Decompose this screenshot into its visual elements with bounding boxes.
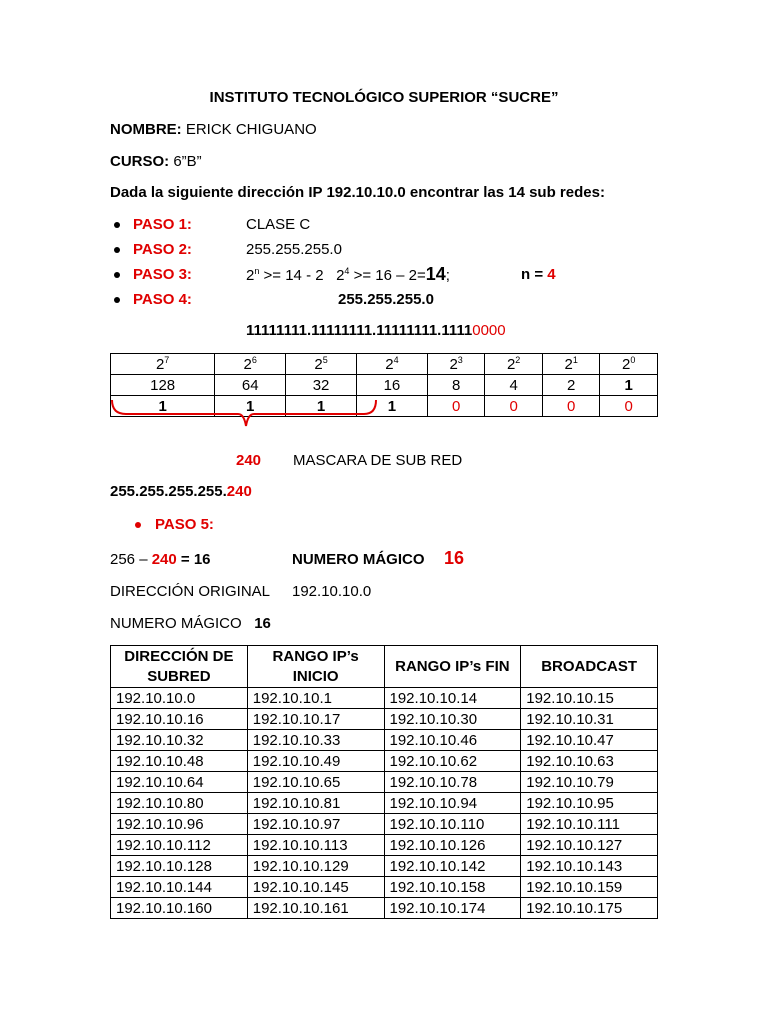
binary-mask: 11111111.11111111.11111111.11110000 [246, 322, 506, 339]
subnet-table [110, 645, 658, 919]
bullet-icon [114, 272, 120, 278]
table-row: 192.10.10.16 192.10.10.17 192.10.10.30 192.10.10.31 [111, 709, 658, 730]
document-title: INSTITUTO TECNOLÓGICO SUPERIOR “SUCRE” [209, 89, 559, 106]
curso-value: 6”B” [173, 153, 202, 170]
magic2-line: NUMERO MÁGICO 16 [110, 615, 271, 632]
paso1-label: PASO 1: [133, 216, 192, 233]
table-row: 192.10.10.128 192.10.10.129 192.10.10.142 192.10.10.143 [111, 856, 658, 877]
table-row: 192.10.10.160 192.10.10.161 192.10.10.174 192.10.10.175 [111, 898, 658, 919]
paso3-formula: $2^n >= 14 - 2$ $2^4 >= 16 - 2=14$; [246, 264, 450, 284]
brace-annotation [106, 396, 386, 436]
table-row: 192.10.10.48 192.10.10.49 192.10.10.62 192.10.10.63 [111, 751, 658, 772]
paso3-n: n = 4 [521, 266, 556, 283]
table-row: 192.10.10.0 192.10.10.1 192.10.10.14 192.10.10.15 [111, 688, 658, 709]
subnet-table-header: DIRECCIÓN DE SUBRED RANGO IP’s INICIO RANGO IP’s FIN BROADCAST [111, 646, 658, 688]
mask-value: 240 [236, 452, 262, 469]
mask-label: MASCARA DE SUB RED [293, 452, 463, 469]
paso4-label: PASO 4: [133, 291, 192, 308]
original-value: 192.10.10.0 [292, 583, 372, 600]
magic-value: 16 [444, 548, 465, 568]
bullet-icon [114, 247, 120, 253]
table-row: 192.10.10.96 192.10.10.97 192.10.10.110 192.10.10.111 [111, 814, 658, 835]
paso1-value: CLASE C [246, 216, 311, 233]
magic-calc: 256 – 240 = 16 [110, 551, 211, 568]
paso4-value: 255.255.255.0 [338, 291, 434, 308]
table-row: 192.10.10.32 192.10.10.33 192.10.10.46 192.10.10.47 [111, 730, 658, 751]
paso5-label: PASO 5: [155, 516, 214, 533]
magic-label: NUMERO MÁGICO [292, 551, 425, 568]
paso2-value: 255.255.255.0 [246, 241, 342, 258]
original-label: DIRECCIÓN ORIGINAL [110, 583, 271, 600]
bullet-icon [114, 297, 120, 303]
exponent-row: $2^7$ $2^6$ $2^5$ $2^4$ $2^3$ $2^2$ $2^1$ $2^0$ [111, 354, 658, 375]
table-row: 192.10.10.112 192.10.10.113 192.10.10.126 192.10.10.127 [111, 835, 658, 856]
nombre-value: ERICK CHIGUANO [185, 121, 317, 138]
problem-statement: Dada la siguiente dirección IP 192.10.10.0 encontrar las 14 sub redes: [110, 184, 605, 201]
bullet-icon [114, 222, 120, 228]
nombre-label: NOMBRE: [110, 121, 182, 138]
paso2-label: PASO 2: [133, 241, 192, 258]
nombre-line [110, 121, 317, 138]
table-row: 192.10.10.80 192.10.10.81 192.10.10.94 192.10.10.95 [111, 793, 658, 814]
bullet-icon [135, 522, 141, 528]
curso-line [110, 153, 202, 170]
curso-label: CURSO: [110, 153, 170, 170]
table-row: 192.10.10.64 192.10.10.65 192.10.10.78 192.10.10.79 [111, 772, 658, 793]
full-mask: 255.255.255.255.240 [110, 483, 252, 500]
value-row: 128 64 32 16 8 4 2 1 [111, 375, 658, 396]
table-row: 192.10.10.144 192.10.10.145 192.10.10.158 192.10.10.159 [111, 877, 658, 898]
paso3-label: PASO 3: [133, 266, 192, 283]
bit-row: 1 1 1 1 0 0 0 0 [111, 396, 658, 417]
